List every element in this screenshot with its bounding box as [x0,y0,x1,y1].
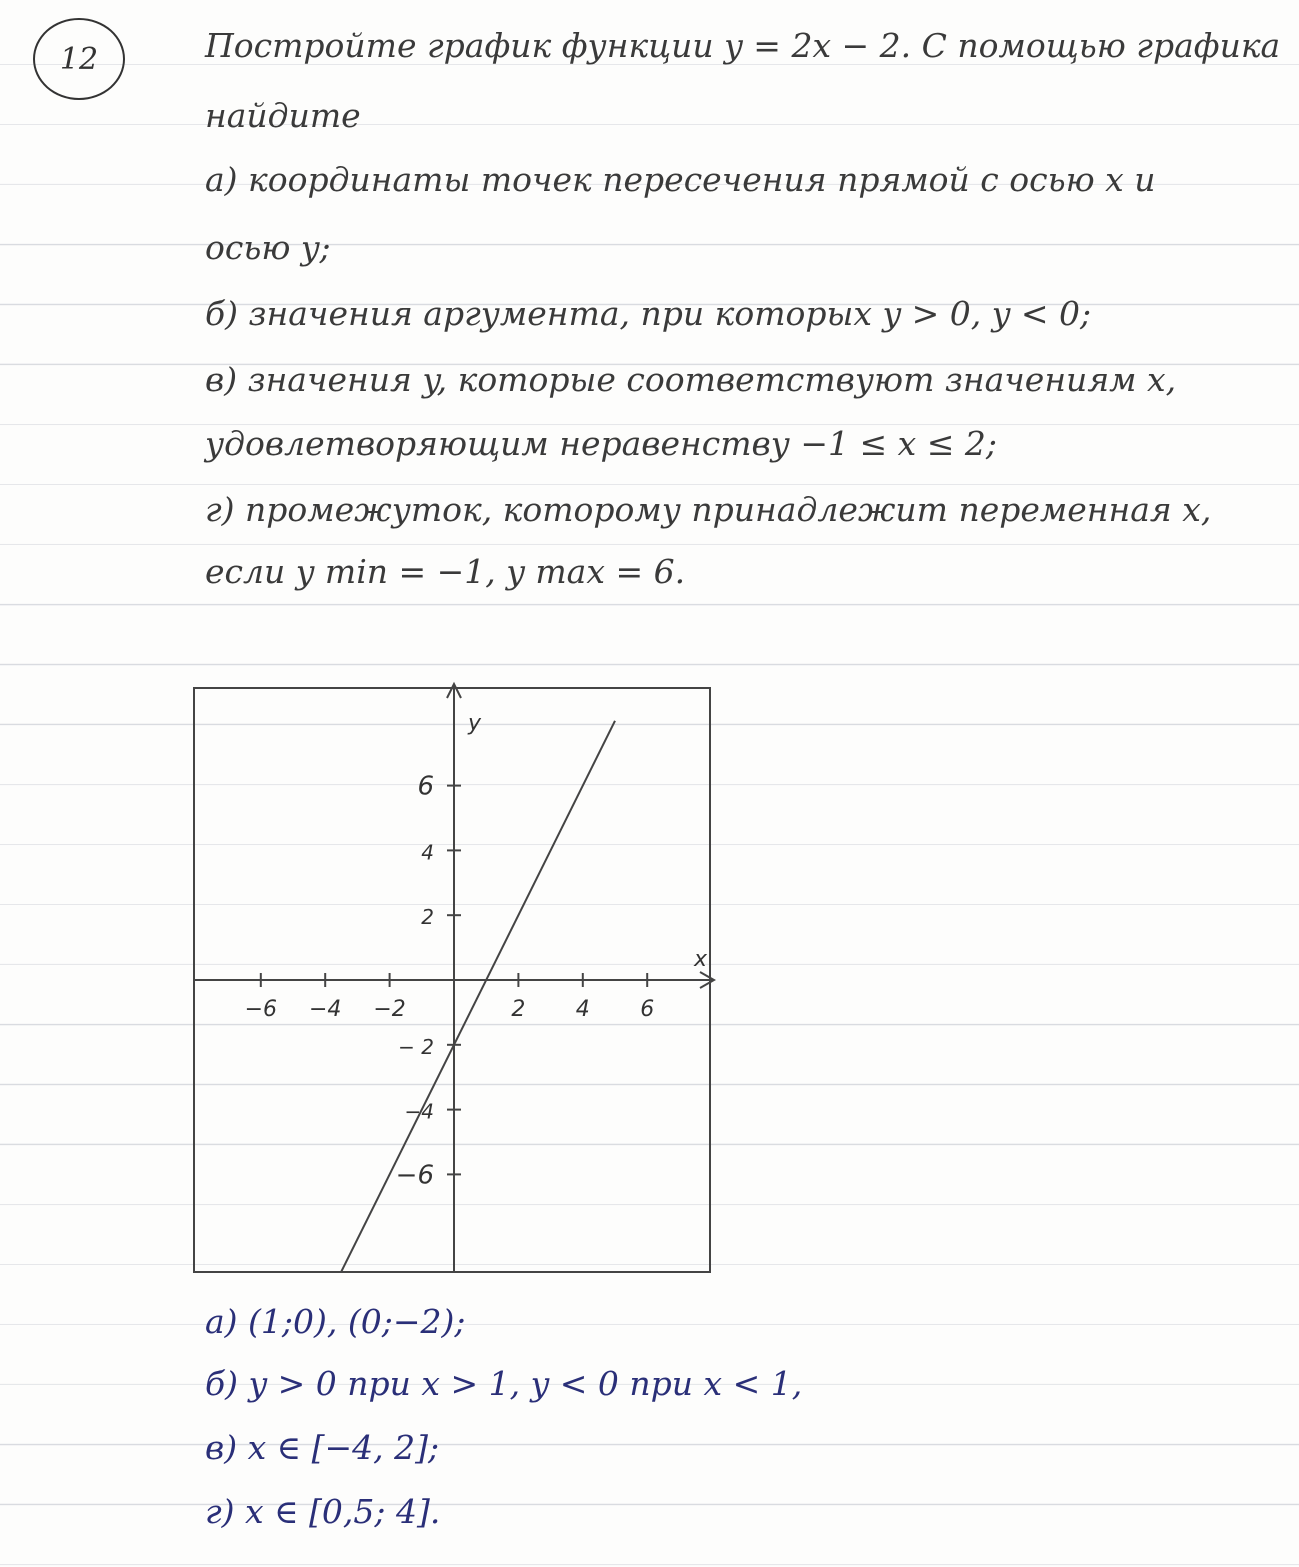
function-graph [180,670,740,1290]
y-tick-label: 2 [421,905,434,930]
answer-d: г) x ∈ [0,5; 4]. [205,1492,441,1531]
x-tick-label: 6 [640,997,655,1022]
x-tick-label: −2 [373,997,406,1022]
x-tick-label: −4 [308,997,342,1022]
x-tick-label: −6 [244,997,278,1022]
task-line-7: удовлетворяющим неравенству −1 ≤ x ≤ 2; [205,424,997,463]
task-line-4: осью y; [205,228,331,267]
task-line-5: б) значения аргумента, при которых y > 0, y < 0; [205,294,1092,333]
task-line-2: найдите [205,96,361,135]
task-line-9: если y min = −1, y max = 6. [205,552,686,591]
y-tick-label: −4 [404,1099,434,1124]
answer-c: в) x ∈ [−4, 2]; [205,1428,440,1467]
y-tick-label: 6 [417,771,434,802]
y-axis-label: y [468,711,482,736]
x-tick-label: 4 [575,997,590,1022]
task-line-1: Постройте график функции y = 2x − 2. С помощью графика [205,26,1281,65]
task-line-3: а) координаты точек пересечения прямой с осью x и [205,160,1156,199]
y-tick-label: −6 [395,1160,434,1191]
y-tick-label: − 2 [398,1034,434,1059]
answer-b: б) y > 0 при x > 1, y < 0 при x < 1, [205,1364,803,1403]
task-line-8: г) промежуток, которому принадлежит переменная x, [205,490,1212,529]
answer-a: а) (1;0), (0;−2); [205,1302,466,1341]
task-line-6: в) значения y, которые соответствуют значениям x, [205,360,1177,399]
x-axis-label: x [694,947,708,972]
axes [194,684,714,1272]
problem-number-text: 12 [59,41,99,77]
problem-number [33,18,125,100]
y-tick-label: 4 [421,840,434,865]
x-tick-label: 2 [511,997,526,1022]
